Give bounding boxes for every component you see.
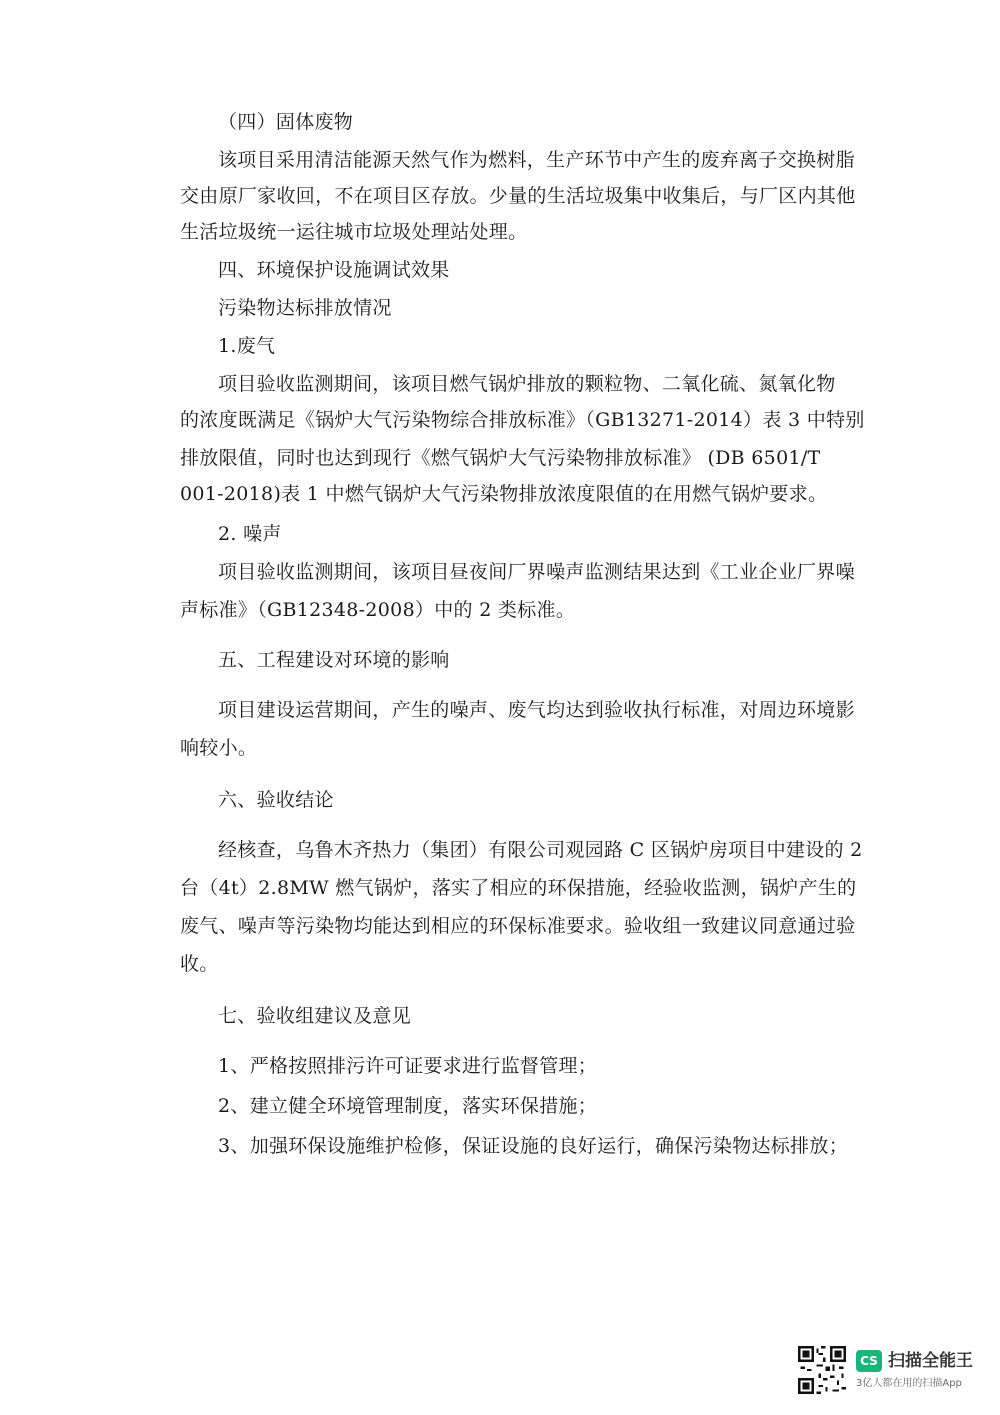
section-heading: （四）固体废物 — [218, 111, 354, 133]
paragraph-line: 该项目采用清洁能源天然气作为燃料，生产环节中产生的废弃离子交换树脂 — [218, 149, 855, 171]
watermark-brand: 扫描全能王 — [888, 1351, 973, 1371]
paragraph-line: 响较小。 — [180, 737, 258, 759]
camscanner-logo-icon: CS — [856, 1350, 882, 1372]
paragraph-line: 声标准》（GB12348-2008）中的 2 类标准。 — [180, 599, 576, 621]
paragraph-line: 收。 — [180, 953, 219, 975]
paragraph-line: 项目建设运营期间，产生的噪声、废气均达到验收执行标准，对周边环境影 — [218, 699, 855, 721]
section-heading: 五、工程建设对环境的影响 — [218, 649, 450, 671]
subsection-heading: 2. 噪声 — [218, 523, 282, 545]
paragraph-line: 废气、噪声等污染物均能达到相应的环保标准要求。验收组一致建议同意通过验 — [180, 915, 856, 937]
subsection-heading: 污染物达标排放情况 — [218, 297, 392, 319]
scanner-watermark — [798, 1346, 983, 1398]
paragraph-line: 项目验收监测期间，该项目燃气锅炉排放的颗粒物、二氧化硫、氮氧化物 — [218, 373, 836, 395]
paragraph-line: 的浓度既满足《锅炉大气污染物综合排放标准》（GB13271-2014）表 3 中特别 — [180, 409, 865, 431]
qr-code-icon — [798, 1346, 846, 1394]
paragraph-line: 交由原厂家收回，不在项目区存放。少量的生活垃圾集中收集后，与厂区内其他 — [180, 185, 856, 207]
list-item: 2、建立健全环境管理制度，落实环保措施； — [218, 1095, 598, 1117]
section-heading: 四、环境保护设施调试效果 — [218, 259, 450, 281]
paragraph-line: 001-2018)表 1 中燃气锅炉大气污染物排放浓度限值的在用燃气锅炉要求。 — [180, 483, 828, 505]
paragraph-line: 生活垃圾统一运往城市垃圾处理站处理。 — [180, 221, 528, 243]
paragraph-line: 排放限值，同时也达到现行《燃气锅炉大气污染物排放标准》 (DB 6501/T — [180, 447, 821, 469]
list-item: 1、严格按照排污许可证要求进行监督管理； — [218, 1055, 598, 1077]
subsection-heading: 1.废气 — [218, 335, 276, 357]
section-heading: 六、验收结论 — [218, 789, 334, 811]
list-item: 3、加强环保设施维护检修，保证设施的良好运行，确保污染物达标排放； — [218, 1135, 848, 1157]
paragraph-line: 经核查，乌鲁木齐热力（集团）有限公司观园路 C 区锅炉房项目中建设的 2 — [218, 839, 863, 861]
watermark-slogan: 3亿人都在用的扫描App — [856, 1378, 962, 1389]
section-heading: 七、验收组建议及意见 — [218, 1005, 412, 1027]
paragraph-line: 台（4t）2.8MW 燃气锅炉，落实了相应的环保措施，经验收监测，锅炉产生的 — [180, 877, 857, 899]
paragraph-line: 项目验收监测期间，该项目昼夜间厂界噪声监测结果达到《工业企业厂界噪 — [218, 561, 855, 583]
